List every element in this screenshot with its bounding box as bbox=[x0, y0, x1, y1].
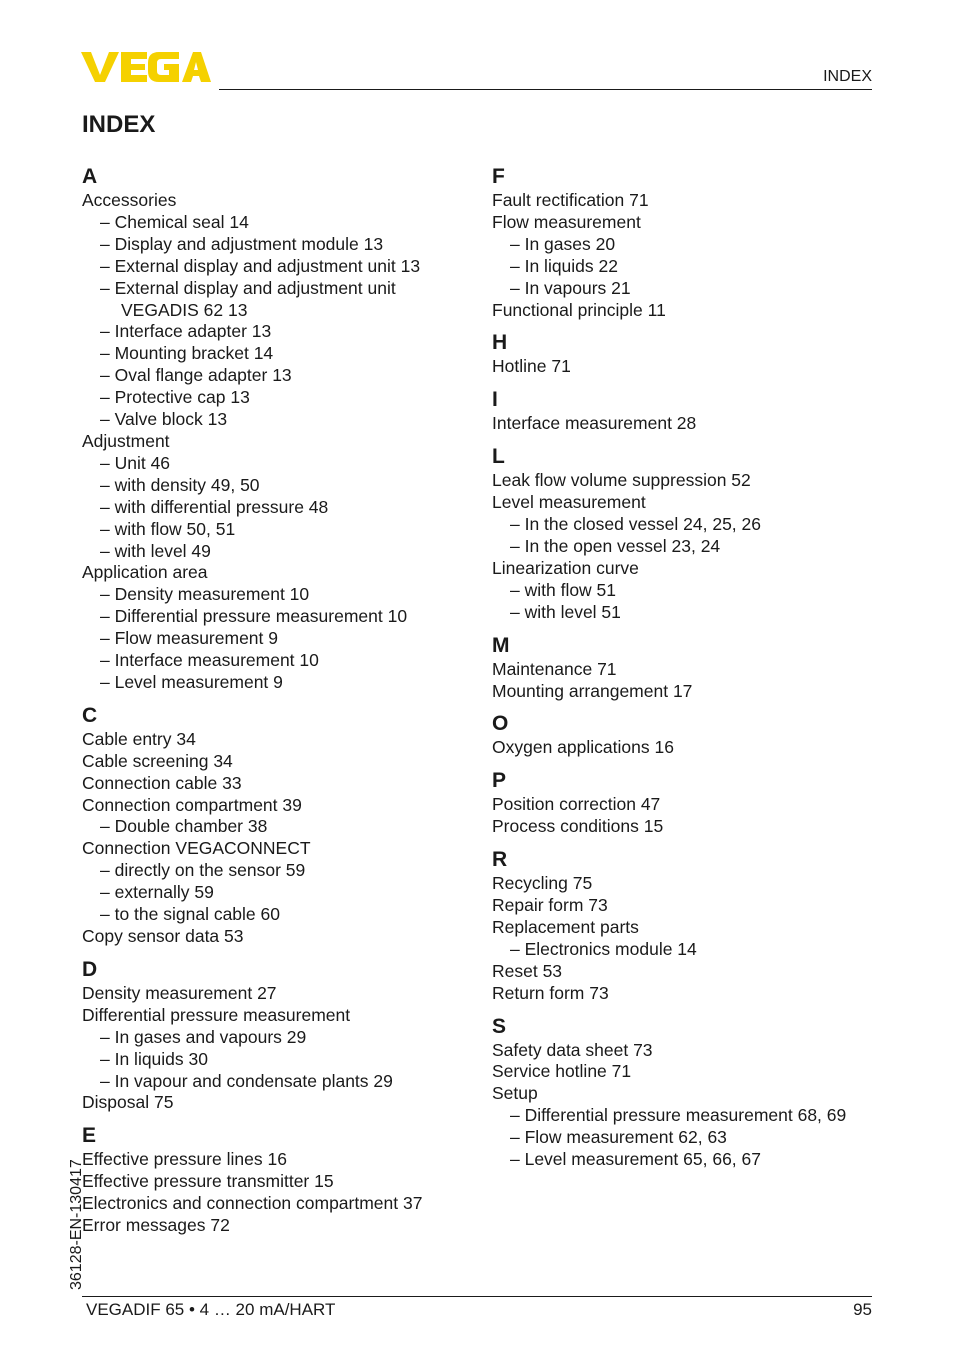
index-entry: Fault rectification 71 bbox=[492, 190, 649, 210]
index-entry: Replacement parts bbox=[492, 916, 639, 937]
index-entry: Connection cable 33 bbox=[82, 772, 242, 793]
page-title: INDEX bbox=[82, 111, 156, 138]
index-section bbox=[492, 711, 872, 759]
index-section bbox=[82, 957, 462, 1114]
index-section bbox=[82, 1123, 462, 1237]
index-entry: Position correction 47 bbox=[492, 794, 661, 815]
index-entry: Copy sensor data 53 bbox=[82, 926, 244, 946]
index-entry: Repair form 73 bbox=[492, 895, 608, 916]
index-entry: Cable entry 34 bbox=[82, 728, 196, 749]
index-entry: Leak flow volume suppression 52 bbox=[492, 470, 751, 491]
index-section bbox=[492, 633, 872, 703]
index-letter-heading: D bbox=[82, 957, 98, 981]
index-subentry: – Oval flange adapter 13 bbox=[100, 365, 292, 386]
index-letter-heading: F bbox=[492, 165, 505, 188]
index-subentry: – with flow 50, 51 bbox=[100, 518, 236, 539]
index-subentry: – In the closed vessel 24, 25, 26 bbox=[510, 514, 761, 535]
index-entry: Connection compartment 39 bbox=[82, 794, 302, 815]
index-subentry: – with level 49 bbox=[100, 540, 211, 561]
index-entry: Error messages 72 bbox=[82, 1215, 230, 1236]
index-subentry: – Chemical seal 14 bbox=[100, 211, 249, 232]
index-entry: Reset 53 bbox=[492, 960, 563, 981]
index-subentry: – externally 59 bbox=[100, 882, 214, 903]
index-subentry: – Density measurement 10 bbox=[100, 584, 310, 605]
index-entry: Adjustment bbox=[82, 430, 170, 451]
index-entry: Connection VEGACONNECT bbox=[82, 838, 311, 859]
index-subentry: – Double chamber 38 bbox=[100, 816, 268, 837]
index-subentry: – Electronics module 14 bbox=[510, 938, 697, 959]
index-entry: Service hotline 71 bbox=[492, 1061, 632, 1082]
index-letter-heading: A bbox=[82, 165, 98, 188]
index-entry: Differential pressure measurement bbox=[82, 1004, 351, 1025]
index-subentry: – Unit 46 bbox=[100, 452, 171, 473]
footer-document-title: VEGADIF 65 • 4 … 20 mA/HART bbox=[86, 1300, 336, 1319]
index-letter-heading: S bbox=[492, 1014, 507, 1038]
index-letter-heading: E bbox=[82, 1124, 97, 1148]
index-subentry: – In gases and vapours 29 bbox=[100, 1026, 307, 1047]
index-subentry: – In vapours 21 bbox=[510, 277, 631, 298]
index-letter-heading: H bbox=[492, 331, 508, 355]
index-subentry: – In gases 20 bbox=[510, 233, 616, 254]
index-subentry: – External display and adjustment unit 13 bbox=[100, 255, 421, 276]
index-section bbox=[492, 1014, 872, 1171]
footer-page-number: 95 bbox=[853, 1300, 872, 1319]
index-subentry: – Differential pressure measurement 68, 69 bbox=[510, 1105, 847, 1126]
index-entry: Electronics and connection compartment 37 bbox=[82, 1193, 423, 1214]
index-entry: Linearization curve bbox=[492, 557, 639, 578]
index-subentry: – Display and adjustment module 13 bbox=[100, 233, 384, 254]
index-subentry: – Level measurement 9 bbox=[100, 671, 283, 692]
header-section-label: INDEX bbox=[823, 68, 872, 85]
index-subentry: – Interface measurement 10 bbox=[100, 650, 319, 671]
index-subentry: – Valve block 13 bbox=[100, 409, 228, 430]
index-entry: Safety data sheet 73 bbox=[492, 1039, 653, 1060]
index-entry: Setup bbox=[492, 1083, 538, 1104]
index-entry: Flow measurement bbox=[492, 211, 641, 232]
index-subentry: – to the signal cable 60 bbox=[100, 904, 280, 925]
index-column-left bbox=[82, 164, 462, 1237]
index-subentry: VEGADIS 62 13 bbox=[121, 299, 248, 320]
index-subentry: – directly on the sensor 59 bbox=[100, 860, 306, 881]
index-letter-heading: I bbox=[492, 388, 498, 412]
index-letter-heading: O bbox=[492, 712, 509, 736]
index-subentry: – with density 49, 50 bbox=[100, 474, 260, 495]
index-subentry: – External display and adjustment unit bbox=[100, 277, 396, 298]
header-rule bbox=[219, 89, 872, 90]
index-entry: Density measurement 27 bbox=[82, 982, 277, 1003]
index-entry: Disposal 75 bbox=[82, 1092, 174, 1113]
index-entry: Level measurement bbox=[492, 492, 646, 513]
index-section bbox=[492, 847, 872, 1004]
index-entry: Hotline 71 bbox=[492, 356, 571, 377]
vega-logo bbox=[81, 50, 211, 84]
index-entry: Effective pressure transmitter 15 bbox=[82, 1171, 334, 1192]
index-subentry: – with level 51 bbox=[510, 601, 621, 622]
document-code: 36128-EN-130417 bbox=[68, 1159, 85, 1290]
index-entry: Interface measurement 28 bbox=[492, 413, 697, 434]
index-subentry: – Differential pressure measurement 10 bbox=[100, 606, 408, 627]
index-subentry: – Protective cap 13 bbox=[100, 387, 250, 408]
index-subentry: – In liquids 22 bbox=[510, 255, 618, 276]
index-subentry: – Level measurement 65, 66, 67 bbox=[510, 1149, 761, 1170]
index-section bbox=[82, 703, 462, 948]
index-entry: Recycling 75 bbox=[492, 873, 593, 894]
index-entry: Application area bbox=[82, 562, 208, 583]
index-entry: Oxygen applications 16 bbox=[492, 737, 674, 758]
index-letter-heading: C bbox=[82, 703, 98, 727]
index-subentry: – In liquids 30 bbox=[100, 1048, 208, 1069]
index-subentry: – with differential pressure 48 bbox=[100, 496, 329, 517]
index-section bbox=[492, 387, 872, 435]
index-subentry: – Interface adapter 13 bbox=[100, 321, 272, 342]
index-subentry: – Flow measurement 62, 63 bbox=[510, 1127, 727, 1148]
index-entry: Functional principle 11 bbox=[492, 299, 666, 320]
index-entry: Effective pressure lines 16 bbox=[82, 1149, 287, 1170]
index-subentry: – with flow 51 bbox=[510, 579, 617, 600]
vega-logo-letters bbox=[81, 52, 211, 82]
index-section bbox=[492, 164, 872, 321]
footer-rule bbox=[82, 1296, 872, 1297]
index-letter-heading: M bbox=[492, 633, 510, 657]
index-entry: Cable screening 34 bbox=[82, 750, 233, 771]
index-letter-heading: R bbox=[492, 848, 508, 872]
index-subentry: – Mounting bracket 14 bbox=[100, 343, 274, 364]
index-subentry: – In the open vessel 23, 24 bbox=[510, 535, 721, 556]
index-section bbox=[492, 444, 872, 623]
index-entry: Maintenance 71 bbox=[492, 658, 617, 679]
index-entry: Mounting arrangement 17 bbox=[492, 680, 693, 701]
index-letter-heading: L bbox=[492, 445, 505, 469]
index-section bbox=[492, 768, 872, 838]
index-entry: Accessories bbox=[82, 190, 177, 210]
index-section bbox=[492, 330, 872, 378]
index-entry: Return form 73 bbox=[492, 982, 609, 1003]
index-section bbox=[82, 164, 462, 694]
index-column-right bbox=[492, 164, 872, 1171]
index-subentry: – Flow measurement 9 bbox=[100, 628, 278, 649]
index-entry: Process conditions 15 bbox=[492, 816, 664, 837]
index-subentry: – In vapour and condensate plants 29 bbox=[100, 1070, 393, 1091]
index-letter-heading: P bbox=[492, 769, 507, 793]
